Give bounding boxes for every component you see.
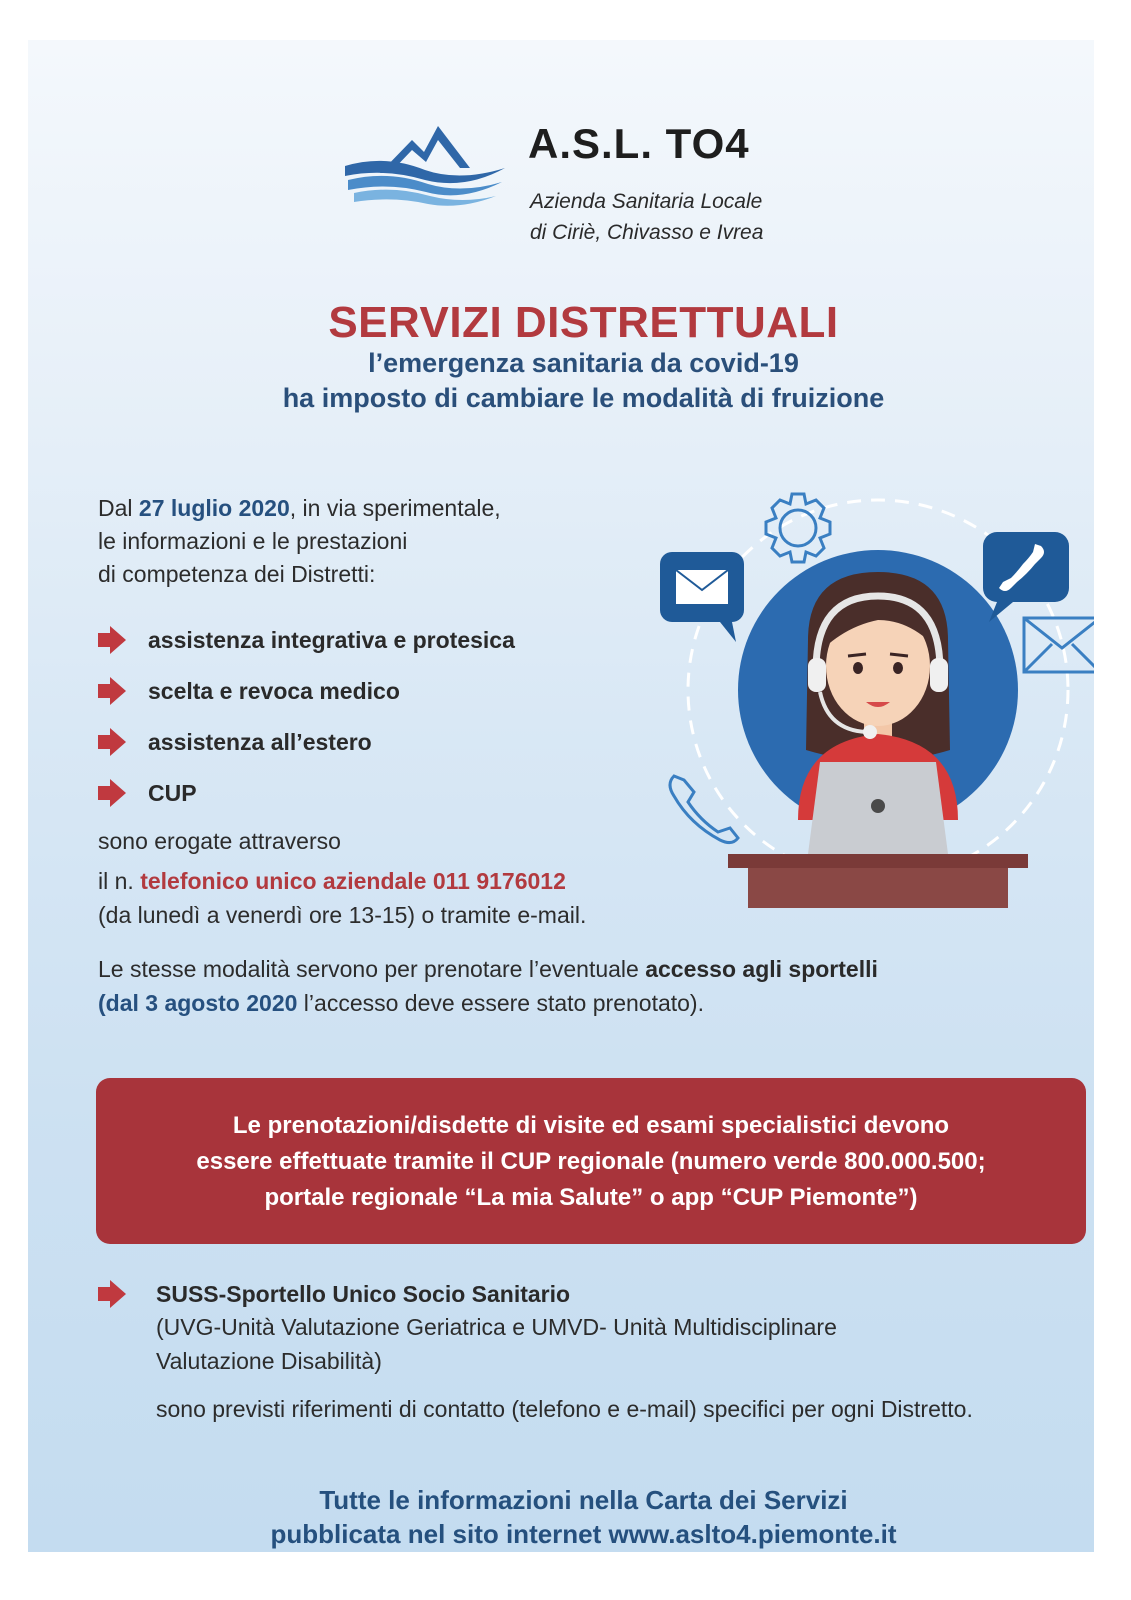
asl-logo-subtitle-line2: di Ciriè, Chivasso e Ivrea: [530, 221, 764, 244]
subtitle-line1: l’emergenza sanitaria da covid-19: [368, 348, 799, 378]
banner-line2: essere effettuate tramite il CUP regionale (numero verde 800.000.500;: [196, 1148, 986, 1175]
service-item: [96, 777, 197, 809]
banner-line3: portale regionale “La mia Salute” o app “CUP Piemonte”): [264, 1184, 918, 1211]
service-item: [96, 726, 372, 758]
booking-line2: [98, 990, 704, 1017]
suss-line4: sono previsti riferimenti di contatto (telefono e e-mail) specifici per ogni Distretto.: [156, 1396, 973, 1422]
red-arrow-bullet-icon: [96, 1278, 128, 1310]
delivery-phone-line: [98, 868, 566, 895]
red-arrow-bullet-icon: [96, 624, 128, 656]
service-item: [96, 624, 515, 656]
suss-item: [96, 1278, 570, 1310]
intro-suffix: , in via sperimentale,: [289, 495, 501, 521]
booking-text-end: l’accesso deve essere stato prenotato).: [297, 990, 704, 1016]
phone-prefix: il n.: [98, 868, 141, 894]
intro-prefix: Dal: [98, 495, 139, 521]
banner-line1: Le prenotazioni/disdette di visite ed esami specialistici devono: [232, 1112, 950, 1139]
footer-line2: pubblicata nel sito internet www.aslto4.piemonte.it: [270, 1519, 897, 1549]
suss-line3: Valutazione Disabilità): [156, 1348, 382, 1374]
booking-highlight: accesso agli sportelli: [645, 956, 878, 982]
delivery-hours: (da lunedì a venerdì ore 13-15) o tramite e-mail.: [98, 902, 587, 928]
asl-logo-title: A.S.L. TO4: [528, 120, 750, 167]
booking-date: (dal 3 agosto 2020: [98, 990, 298, 1016]
service-item-label: CUP: [148, 779, 197, 806]
service-item-label: assistenza all’estero: [148, 728, 372, 755]
page-title: SERVIZI DISTRETTUALI: [328, 298, 839, 347]
service-item: [96, 675, 400, 707]
red-arrow-bullet-icon: [96, 726, 128, 758]
booking-text: Le stesse modalità servono per prenotare l’eventuale: [98, 956, 646, 982]
asl-logo-subtitle-line1: Azienda Sanitaria Locale: [530, 190, 763, 213]
flyer-page: [28, 40, 1094, 1552]
red-arrow-bullet-icon: [96, 675, 128, 707]
intro-date: 27 luglio 2020: [138, 495, 290, 521]
suss-title: SUSS-Sportello Unico Socio Sanitario: [156, 1280, 571, 1307]
asl-mountain-wave-logo: [340, 118, 510, 208]
intro-line2: le informazioni e le prestazioni: [98, 528, 408, 554]
delivery-line1: sono erogate attraverso: [98, 828, 341, 854]
intro-line3: di competenza dei Distretti:: [98, 561, 376, 587]
intro-line1: [98, 495, 501, 522]
red-arrow-bullet-icon: [96, 777, 128, 809]
phone-number: telefonico unico aziendale 011 9176012: [140, 868, 566, 894]
subtitle-line2: ha imposto di cambiare le modalità di fruizione: [282, 383, 885, 413]
booking-line1: [98, 956, 878, 983]
footer-line1: Tutte le informazioni nella Carta dei Servizi: [319, 1485, 848, 1515]
cup-regional-banner: [96, 1078, 1086, 1244]
service-item-label: scelta e revoca medico: [148, 677, 400, 704]
suss-line2: (UVG-Unità Valutazione Geriatrica e UMVD- Unità Multidisciplinare: [156, 1314, 837, 1340]
call-center-illustration: [648, 480, 1094, 910]
service-item-label: assistenza integrativa e protesica: [148, 626, 515, 653]
